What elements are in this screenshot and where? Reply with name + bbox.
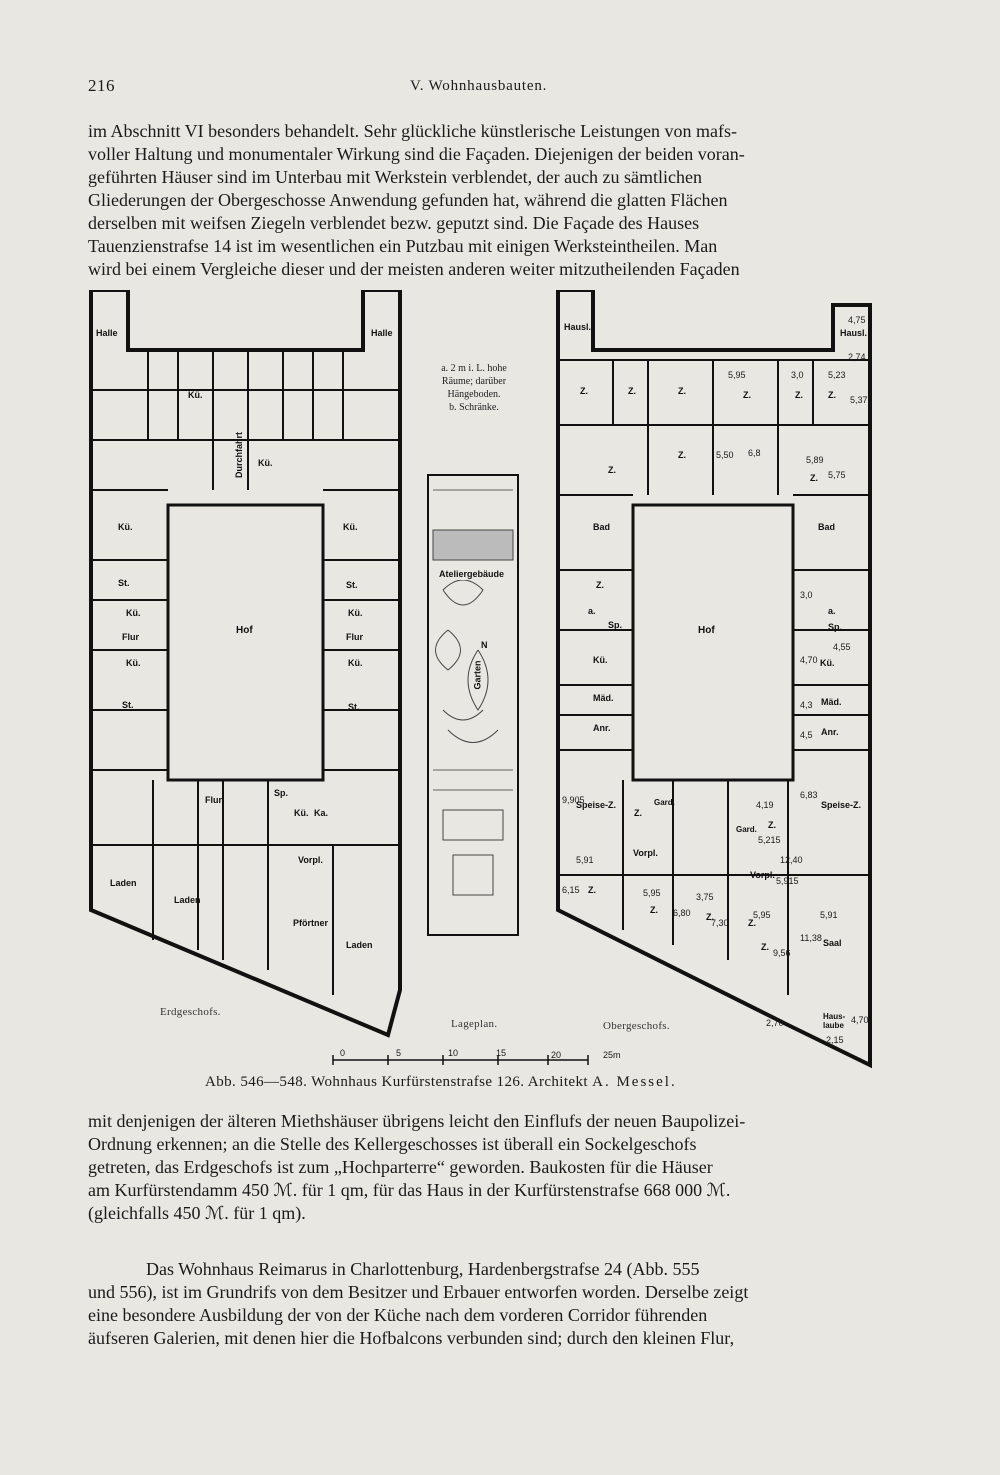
dimension-label: 3,0 bbox=[800, 590, 813, 600]
text-line: eine besondere Ausbildung der von der Küche nach dem vorderen Corridor führenden bbox=[88, 1305, 708, 1325]
dimension-label: 5,37 bbox=[850, 395, 868, 405]
legend-line: Hängeboden. bbox=[447, 389, 501, 400]
legend-line: a. 2 m i. L. hohe bbox=[441, 363, 507, 374]
room-label: Kü. bbox=[294, 808, 309, 818]
room-label: Speise-Z. bbox=[821, 800, 862, 810]
room-label: Z. bbox=[608, 465, 616, 475]
room-label: a. bbox=[588, 606, 596, 616]
ground-floor-title: Erdgeschofs. bbox=[160, 1006, 221, 1018]
legend-line: Räume; darüber bbox=[441, 376, 507, 387]
dimension-label: 9,56 bbox=[773, 948, 791, 958]
room-label: St. bbox=[118, 578, 130, 588]
text-line: und 556), ist im Grundrifs von dem Besitzer und Erbauer entworfen worden. Derselbe zeigt bbox=[88, 1282, 749, 1302]
room-label: Z. bbox=[828, 390, 836, 400]
dimension-label: 3,0 bbox=[791, 370, 804, 380]
room-label: Saal bbox=[823, 938, 842, 948]
dimension-label: 2,15 bbox=[826, 1035, 844, 1045]
room-label: Kü. bbox=[348, 608, 363, 618]
figure-legend bbox=[418, 362, 530, 414]
site-label: Ateliergebäude bbox=[439, 569, 505, 579]
dimension-label: 5,91 bbox=[576, 855, 594, 865]
page-number: 216 bbox=[88, 76, 115, 95]
text-line: im Abschnitt VI besonders behandelt. Sehr glückliche künstlerische Leistungen von mafs- bbox=[88, 121, 738, 141]
page-header bbox=[88, 76, 888, 100]
room-label: Anr. bbox=[593, 723, 611, 733]
dimension-label: 7,30 bbox=[711, 918, 729, 928]
dimension-label: 5,215 bbox=[758, 835, 781, 845]
dimension-label: 5,95 bbox=[728, 370, 746, 380]
room-label: Flur bbox=[122, 632, 139, 642]
room-label: Sp. bbox=[274, 788, 289, 798]
room-label: Z. bbox=[588, 885, 596, 895]
room-label: Z. bbox=[596, 580, 604, 590]
dimension-label: 5,75 bbox=[828, 470, 846, 480]
dimension-label: 12,40 bbox=[780, 855, 803, 865]
room-label: Z. bbox=[650, 905, 658, 915]
room-label: Laden bbox=[174, 895, 201, 905]
text-line: geführten Häuser sind im Unterbau mit Werkstein verblendet, der auch zu sämtlichen bbox=[88, 167, 703, 187]
room-label: Vorpl. bbox=[633, 848, 658, 858]
legend-line: b. Schränke. bbox=[449, 402, 499, 413]
room-label: St. bbox=[348, 702, 360, 712]
room-label: Vorpl. bbox=[750, 870, 775, 880]
text-line: wird bei einem Vergleiche dieser und der meisten anderen weiter mitzutheilenden Façaden bbox=[88, 259, 740, 279]
room-label: Gard. bbox=[654, 798, 675, 807]
room-label: Z. bbox=[580, 386, 588, 396]
room-label: Kü. bbox=[118, 522, 133, 532]
site-plan-title: Lageplan. bbox=[451, 1018, 498, 1030]
room-label: St. bbox=[122, 700, 134, 710]
room-label: Kü. bbox=[820, 658, 835, 668]
caption-architect: A. Messel. bbox=[592, 1074, 677, 1090]
dimension-label: 4,70 bbox=[851, 1015, 869, 1025]
room-label: Z. bbox=[743, 390, 751, 400]
room-label: Z. bbox=[678, 450, 686, 460]
text-line: (gleichfalls 450 ℳ. für 1 qm). bbox=[88, 1203, 306, 1223]
dimension-label: 2,74 bbox=[848, 352, 866, 362]
room-label: Bad bbox=[593, 522, 611, 532]
dimension-label: 4,75 bbox=[848, 315, 866, 325]
dimension-label: 5,91 bbox=[820, 910, 838, 920]
room-label: Kü. bbox=[188, 390, 203, 400]
room-label: Flur bbox=[346, 632, 363, 642]
paragraph-3 bbox=[88, 1258, 888, 1350]
room-label: Mäd. bbox=[593, 693, 614, 703]
room-label: Sp. bbox=[608, 620, 623, 630]
text-line: Das Wohnhaus Reimarus in Charlottenburg, Hardenbergstrafse 24 (Abb. 555 bbox=[146, 1259, 700, 1279]
room-label: Hof bbox=[236, 625, 253, 636]
room-label: Haus-laube bbox=[823, 1012, 846, 1030]
dimension-label: 11,38 bbox=[800, 933, 822, 943]
north-label: N bbox=[481, 640, 488, 650]
room-label: a. bbox=[828, 606, 836, 616]
site-label: Garten bbox=[472, 660, 483, 690]
scale-label: 25m bbox=[603, 1050, 621, 1060]
room-label: Bad bbox=[818, 522, 836, 532]
scale-label: 5 bbox=[396, 1048, 402, 1058]
dimension-label: 5,95 bbox=[753, 910, 771, 920]
text-line: mit denjenigen der älteren Miethshäuser übrigens leicht den Einflufs der neuen Baupolizei- bbox=[88, 1111, 746, 1131]
room-label: Speise-Z. bbox=[576, 800, 617, 810]
caption-text: Abb. 546—548. Wohnhaus Kurfürstenstrafse 126. Architekt bbox=[205, 1074, 588, 1090]
text-line: voller Haltung und monumentaler Wirkung sind die Façaden. Diejenigen der beiden voran- bbox=[88, 144, 745, 164]
room-label: Kü. bbox=[258, 458, 273, 468]
text-line: am Kurfürstendamm 450 ℳ. für 1 qm, für das Haus in der Kurfürstenstrafse 668 000 ℳ. bbox=[88, 1180, 731, 1200]
room-label: Hausl. bbox=[840, 328, 868, 338]
dimension-label: 5,89 bbox=[806, 455, 824, 465]
room-label: Z. bbox=[634, 808, 642, 818]
room-label: Halle bbox=[96, 328, 118, 338]
upper-floor-title: Obergeschofs. bbox=[603, 1020, 670, 1032]
room-label: Gard. bbox=[736, 825, 757, 834]
dimension-label: 4,19 bbox=[756, 800, 774, 810]
room-label: Laden bbox=[110, 878, 137, 888]
room-label: Kü. bbox=[126, 608, 141, 618]
dimension-label: 6,80 bbox=[673, 908, 691, 918]
room-label: Anr. bbox=[821, 727, 839, 737]
figure-caption bbox=[205, 1074, 805, 1091]
paragraph-2 bbox=[88, 1110, 888, 1225]
dimension-label: 4,5 bbox=[800, 730, 813, 740]
room-label: Kü. bbox=[343, 522, 358, 532]
room-label: Z. bbox=[678, 386, 686, 396]
room-label: Kü. bbox=[593, 655, 608, 665]
dimension-label: 5,915 bbox=[776, 876, 799, 886]
room-label: Halle bbox=[371, 328, 393, 338]
room-label: Hof bbox=[698, 625, 715, 636]
dimension-label: 6,83 bbox=[800, 790, 818, 800]
text-line: Ordnung erkennen; an die Stelle des Kellergeschosses ist überall ein Sockelgeschofs bbox=[88, 1134, 697, 1154]
room-label: Hausl. bbox=[564, 322, 592, 332]
dimension-label: 6,8 bbox=[748, 448, 761, 458]
scale-label: 15 bbox=[496, 1048, 507, 1058]
scale-label: 0 bbox=[340, 1048, 346, 1058]
room-label: Vorpl. bbox=[298, 855, 323, 865]
room-label: Sp. bbox=[828, 622, 843, 632]
dimension-label: 4,3 bbox=[800, 700, 813, 710]
scale-label: 20 bbox=[551, 1050, 562, 1060]
room-label: Z. bbox=[761, 942, 769, 952]
running-title: V. Wohnhausbauten. bbox=[410, 78, 548, 94]
room-label: Pförtner bbox=[293, 918, 329, 928]
room-label: Z. bbox=[748, 918, 756, 928]
dimension-label: 5,50 bbox=[716, 450, 734, 460]
room-label: Z. bbox=[768, 820, 776, 830]
dimension-label: 4,70 bbox=[800, 655, 818, 665]
room-label: Z. bbox=[795, 390, 803, 400]
text-line: Gliederungen der Obergeschosse Anwendung gefunden hat, während die glatten Flächen bbox=[88, 190, 728, 210]
dimension-label: 5,95 bbox=[643, 888, 661, 898]
room-label: Ka. bbox=[314, 808, 329, 818]
room-label: Z. bbox=[628, 386, 636, 396]
dimension-label: 4,55 bbox=[833, 642, 851, 652]
floor-plan-figure bbox=[88, 290, 878, 1070]
text-line: äufseren Galerien, mit denen hier die Hofbalcons verbunden sind; durch den kleinen Flur, bbox=[88, 1328, 735, 1348]
text-line: derselben mit weifsen Ziegeln verblendet bezw. geputzt sind. Die Façade des Hauses bbox=[88, 213, 700, 233]
room-label: Laden bbox=[346, 940, 373, 950]
text-line: Tauenzienstrafse 14 ist im wesentlichen ein Putzbau mit einigen Werksteintheilen. Man bbox=[88, 236, 718, 256]
room-label: St. bbox=[346, 580, 358, 590]
text-line: getreten, das Erdgeschofs ist zum „Hochparterre“ geworden. Baukosten für die Häuser bbox=[88, 1157, 713, 1177]
room-label: Durchfahrt bbox=[234, 431, 245, 479]
dimension-label: 3,75 bbox=[696, 892, 714, 902]
room-label: Z. bbox=[706, 912, 714, 922]
dimension-label: 2,70 bbox=[766, 1018, 784, 1028]
paragraph-1 bbox=[88, 120, 888, 281]
dimension-label: 5,23 bbox=[828, 370, 846, 380]
room-label: Kü. bbox=[126, 658, 141, 668]
dimension-label: 6,15 bbox=[562, 885, 580, 895]
room-label: Flur bbox=[205, 795, 222, 805]
room-label: Z. bbox=[810, 473, 818, 483]
scale-label: 10 bbox=[448, 1048, 459, 1058]
room-label: Mäd. bbox=[821, 697, 842, 707]
room-label: Kü. bbox=[348, 658, 363, 668]
dimension-label: 9,905 bbox=[562, 795, 585, 805]
